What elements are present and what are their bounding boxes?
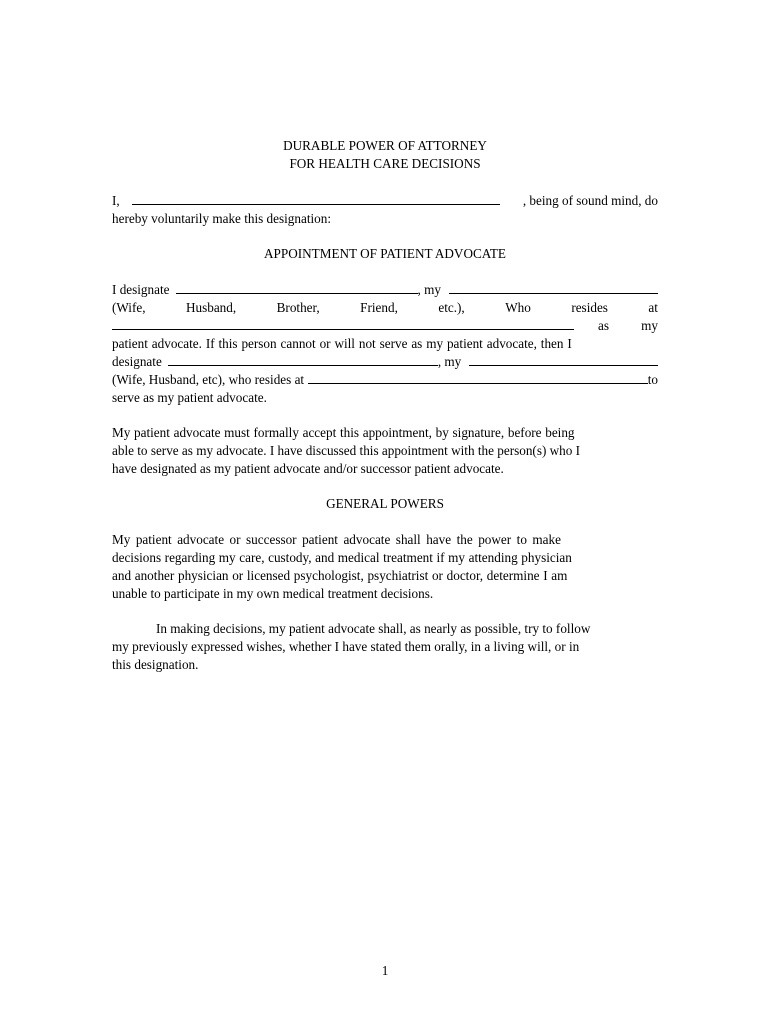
acceptance-line: have designated as my patient advocate and/or successor patient advocate. (112, 461, 504, 476)
designate-label-2: designate (112, 354, 162, 369)
successor-relation-blank[interactable] (469, 353, 658, 366)
as-word: as (598, 318, 609, 333)
general-powers-line: and another physician or licensed psychologist, psychiatrist or doctor, determine I am (112, 568, 568, 583)
serve-line: serve as my patient advocate. (112, 390, 267, 405)
relation-word: (Wife, (112, 300, 146, 315)
relation-word: etc.), (438, 300, 465, 315)
relation-word: resides (571, 300, 608, 315)
relation-word: Friend, (360, 300, 398, 315)
designate-label: I designate (112, 282, 170, 297)
declarant-name-blank[interactable] (132, 192, 500, 205)
acceptance-line: My patient advocate must formally accept this appointment, by signature, before being (112, 425, 575, 440)
advocate-name-blank[interactable] (176, 281, 418, 294)
successor-address-line (112, 371, 658, 389)
successor-address-blank[interactable] (308, 371, 648, 384)
general-powers-heading: GENERAL POWERS (326, 496, 444, 511)
designate-line-1 (112, 281, 658, 299)
successor-relations-text: (Wife, Husband, etc), who resides at (112, 372, 305, 387)
successor-name-blank[interactable] (168, 353, 438, 366)
decisions-line: In making decisions, my patient advocate shall, as nearly as possible, try to follow (156, 621, 591, 636)
relation-word: Husband, (185, 300, 237, 315)
document-title-line-1: DURABLE POWER OF ATTORNEY (283, 138, 487, 153)
intro-prefix: I, (112, 193, 120, 208)
relation-word: Brother, (276, 300, 320, 315)
appointment-heading: APPOINTMENT OF PATIENT ADVOCATE (264, 246, 506, 261)
comma-my-label-2: , my (437, 354, 462, 369)
decisions-line: my previously expressed wishes, whether I have stated them orally, in a living will, or in (112, 639, 580, 654)
designate-line-2 (112, 353, 658, 371)
intro-line-1 (112, 192, 658, 210)
general-powers-line: decisions regarding my care, custody, and medical treatment if my attending physician (112, 550, 572, 565)
page-number: 1 (381, 963, 389, 978)
successor-intro-line: patient advocate. If this person cannot or will not serve as my patient advocate, then I (112, 336, 572, 351)
acceptance-line: able to serve as my advocate. I have discussed this appointment with the person(s) who I (112, 443, 581, 458)
advocate-relation-blank[interactable] (449, 281, 658, 294)
intro-suffix: , being of sound mind, do (522, 193, 658, 208)
advocate-address-blank[interactable] (112, 317, 574, 330)
intro-line-2: hereby voluntarily make this designation: (112, 211, 332, 226)
relation-word: at (648, 300, 658, 315)
address-line (112, 317, 658, 335)
as-my-text (574, 317, 658, 335)
decisions-line: this designation. (112, 657, 199, 672)
my-word: my (641, 318, 658, 333)
comma-my-label: , my (417, 282, 441, 297)
relations-line (112, 299, 658, 317)
to-word: to (647, 372, 658, 387)
relation-word: Who (505, 300, 531, 315)
general-powers-line: My patient advocate or successor patient advocate shall have the power to make (112, 532, 561, 547)
general-powers-line: unable to participate in my own medical treatment decisions. (112, 586, 434, 601)
document-title-line-2: FOR HEALTH CARE DECISIONS (289, 156, 481, 171)
decisions-line-1 (112, 620, 658, 638)
